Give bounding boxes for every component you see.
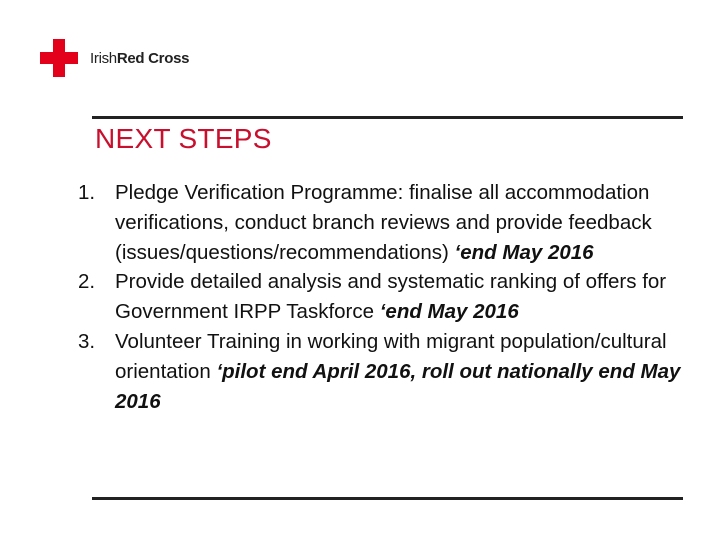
next-steps-list xyxy=(78,178,698,416)
step-text: Volunteer Training in working with migrant population/cultural orientation xyxy=(115,329,667,383)
step-text: Pledge Verification Programme: finalise all accommodation verifications, conduct branch reviews and provide feedback (issues/questions/recommendations) xyxy=(115,181,652,264)
step-deadline: ‘end May 2016 xyxy=(454,240,594,264)
slide-title: NEXT STEPS xyxy=(95,123,272,154)
step-deadline: ‘end May 2016 xyxy=(379,300,519,324)
step-item-2 xyxy=(78,267,698,327)
step-number: 1. xyxy=(78,181,96,204)
top-divider xyxy=(92,116,683,119)
irish-red-cross-logo xyxy=(40,38,189,78)
bottom-divider xyxy=(92,497,683,500)
brand-name-irish: Irish xyxy=(90,49,117,67)
step-number: 3. xyxy=(78,329,96,353)
brand-name-red-cross: Red Cross xyxy=(116,49,190,67)
step-item-1 xyxy=(78,178,698,267)
step-text: Provide detailed analysis and systematic ranking of offers for Government IRPP Taskforce xyxy=(115,270,667,324)
step-item-3 xyxy=(78,327,698,416)
step-number: 2. xyxy=(78,270,96,294)
brand-name xyxy=(90,50,189,67)
red-cross-icon xyxy=(40,39,78,77)
step-deadline: ‘pilot end April 2016, roll out nationally end May 2016 xyxy=(115,359,681,413)
